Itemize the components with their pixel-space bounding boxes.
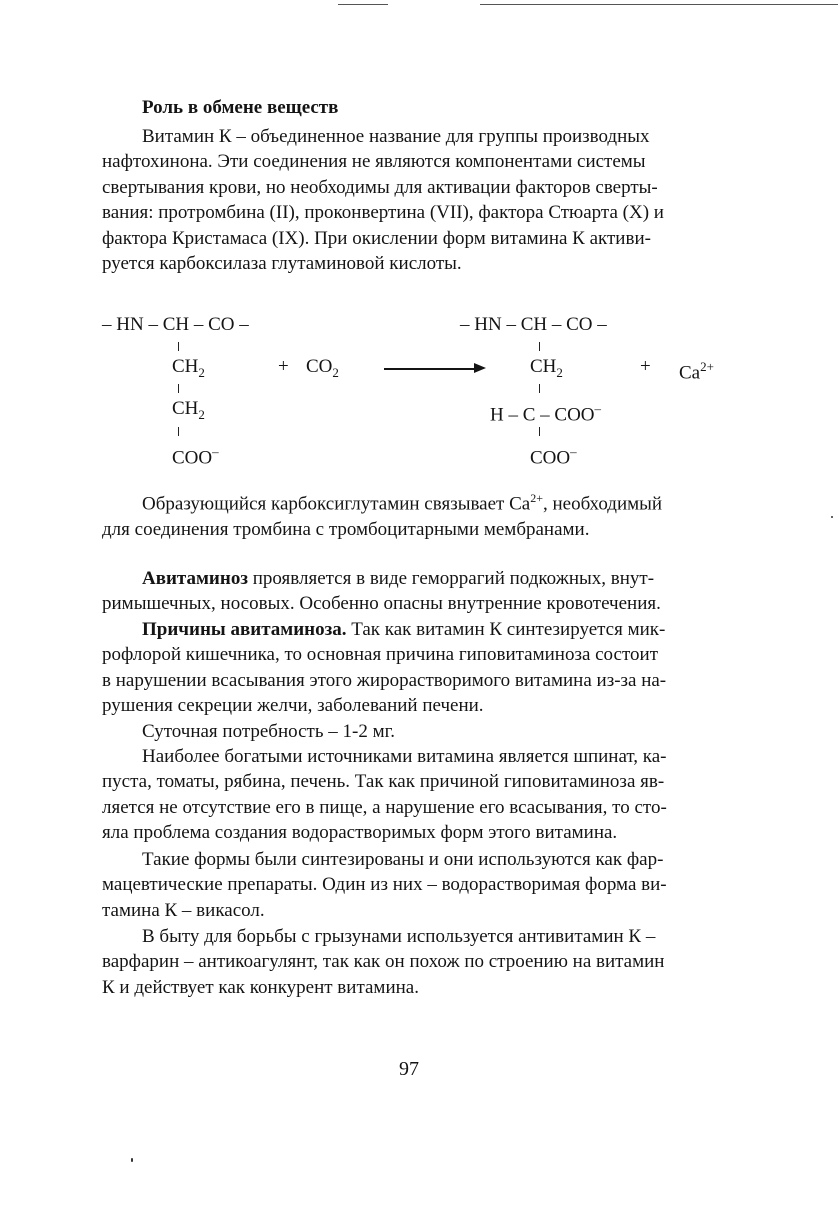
text-line: в нарушении всасывания этого жирорастворимого витамина из-за на- [102,669,667,691]
carbon-dioxide: $CO_2$ [306,356,339,380]
text-line: вания: протромбина (II), проконвертина (VII), фактора Стюарта (X) и [102,202,664,224]
product-branch: H – C – COO– [490,401,602,426]
carboxyglutamate-paragraph [102,486,722,542]
arrow-head-icon [474,363,486,373]
text-line: Авитаминоз проявляется в виде геморрагий подкожных, внут- [142,568,655,589]
text-line: варфарин – антикоагулянт, так как он похож по строению на витамин [102,951,665,973]
text-line: К и действует как конкурент витамина. [102,976,419,998]
bond-line [178,427,179,436]
text-line: мацевтические препараты. Один из них – водорастворимая форма ви- [102,874,667,896]
plus-sign: + [640,356,651,377]
reactant-carboxylate: COO– [172,444,219,469]
text-line: тамина К – викасол. [102,899,265,921]
daily-need-paragraph [102,719,722,744]
intro-paragraph [102,124,722,276]
top-rule-left [338,4,388,5]
text-line: руется карбоксилаза глутаминовой кислоты. [102,253,462,275]
calcium-ion: $Ca^{2+}$ [679,359,714,384]
warfarin-paragraph [102,924,722,1000]
text-line: римышечных, носовых. Особенно опасны внутренние кровотечения. [102,593,661,615]
reactant-ch2-b: $CH_2$ [172,398,205,422]
text-line: яла проблема создания водорастворимых форм этого витамина. [102,822,618,844]
reaction-arrow [384,368,476,370]
text-line: Витамин К – объединенное название для группы производных [142,126,650,147]
top-rule-right [480,4,838,5]
bond-line [539,427,540,436]
text-line: Причины авитаминоза. Так как витамин К синтезируется мик- [142,619,666,640]
text-line: Такие формы были синтезированы и они используются как фар- [142,849,664,870]
text-line: для соединения тромбина с тромбоцитарными мембранами. [102,518,590,540]
page-number: 97 [399,1058,419,1080]
text-line: пуста, томаты, рябина, печень. Так как причиной гиповитаминоза яв- [102,771,665,793]
sources-paragraph [102,744,722,846]
text-line: Наиболее богатыми источниками витамина является шпинат, ка- [142,746,667,767]
causes-paragraph [102,617,722,719]
text-line: рофлорой кишечника, то основная причина гиповитаминоза состоит [102,644,658,666]
avitaminosis-term: Авитаминоз [142,568,248,589]
product-carboxylate: COO– [530,444,577,469]
text-line: свертывания крови, но необходимы для активации факторов сверты- [102,176,658,198]
reactant-backbone: – HN – CH – CO – [102,314,249,335]
product-ch2: $CH_2$ [530,356,563,380]
bond-line [178,384,179,393]
reactant-ch2-a: $CH_2$ [172,356,205,380]
scan-speck [831,516,833,518]
plus-sign: + [278,356,289,377]
bond-line [539,384,540,393]
text-line: нафтохинона. Эти соединения не являются компонентами системы [102,151,646,173]
causes-term: Причины авитаминоза. [142,619,347,640]
text-line: Суточная потребность – 1-2 мг. [142,721,396,742]
text-line: фактора Кристамаса (IX). При окислении форм витамина К активи- [102,227,651,249]
text-line: Образующийся карбоксиглутамин связывает $Ca^{2+}$, необходимый [142,491,663,515]
text-line: рушения секреции желчи, заболеваний печени. [102,695,484,717]
text-line: В быту для борьбы с грызунами используется антивитамин К – [142,926,656,947]
avitaminosis-paragraph [102,566,722,617]
bond-line [539,342,540,351]
product-backbone: – HN – CH – CO – [460,314,607,335]
scan-speck [131,1158,133,1162]
forms-paragraph [102,847,722,923]
text-line: ляется не отсутствие его в пище, а нарушение его всасывания, то сто- [102,796,667,818]
bond-line [178,342,179,351]
section-heading: Роль в обмене веществ [142,97,339,118]
